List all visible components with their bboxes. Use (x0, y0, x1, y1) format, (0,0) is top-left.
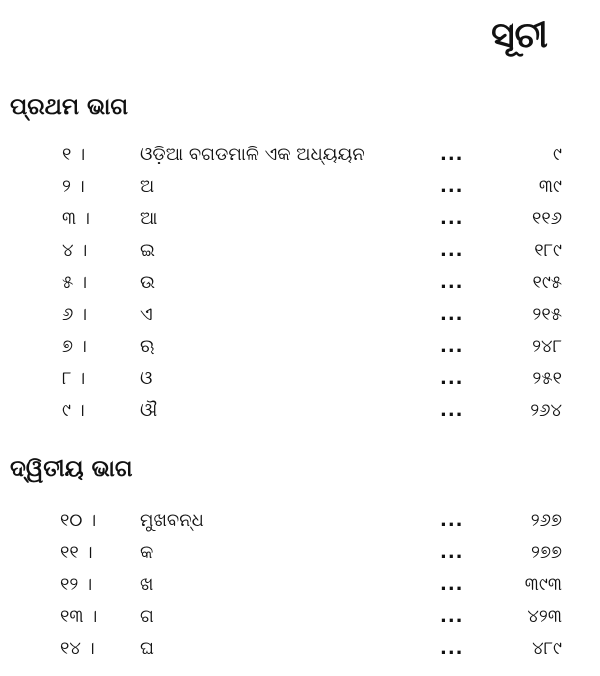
entry-title: ଏ (140, 304, 153, 325)
dot-leader: ... (440, 400, 464, 421)
toc-entry[interactable] (0, 364, 600, 396)
entry-title: ଆ (140, 208, 158, 229)
entry-title: ଘ (140, 638, 154, 659)
page-number: ୨୭୭ (531, 542, 562, 563)
dot-leader: ... (440, 304, 464, 325)
entry-title: ଓ (140, 368, 153, 389)
page-number: ୨୬୭ (530, 510, 562, 531)
dot-leader: ... (440, 176, 464, 197)
entry-title: ଖ (140, 574, 154, 595)
entry-number: ୬ । (62, 304, 88, 325)
page-number: ୨୪୮ (532, 336, 562, 357)
entry-number: ୧୨ । (60, 574, 93, 595)
toc-entry[interactable] (0, 268, 600, 300)
entry-number: ୧୧ । (60, 542, 93, 563)
dot-leader: ... (440, 510, 464, 531)
toc-entry[interactable] (0, 570, 600, 602)
page-number: ୧୮୯ (534, 240, 562, 261)
page-number: ୩୯ (538, 176, 562, 197)
page-number: ୨୧୫ (532, 304, 562, 325)
entry-number: ୧୪ । (60, 638, 95, 659)
entry-title: ଋ (140, 336, 155, 357)
dot-leader: ... (440, 272, 464, 293)
page-title: ସୂଚୀ (491, 15, 548, 56)
dot-leader: ... (440, 208, 464, 229)
toc-entry[interactable] (0, 204, 600, 236)
dot-leader: ... (440, 368, 464, 389)
toc-entry[interactable] (0, 172, 600, 204)
toc-list-part-two (0, 506, 600, 666)
entry-number: ୮ । (62, 368, 86, 389)
entry-number: ୯ । (62, 400, 85, 421)
page-number: ୩୯୩ (524, 574, 562, 595)
page-number: ୨୬୪ (530, 400, 562, 421)
entry-number: ୪ । (62, 240, 88, 261)
section-heading-part-one: ପ୍ରଥମ ଭାଗ (10, 94, 129, 120)
page-number: ୨୫୧ (532, 368, 562, 389)
entry-number: ୨ । (62, 176, 85, 197)
entry-title: ଓଡ଼ିଆ ବଗଡମାଳି ଏକ ଅଧ୍ୟୟନ (140, 144, 365, 165)
toc-entry[interactable] (0, 506, 600, 538)
toc-list-part-one (0, 140, 600, 428)
page-number: ୪୨୩ (527, 606, 562, 627)
dot-leader: ... (440, 240, 464, 261)
entry-number: ୧୦ । (60, 510, 97, 531)
entry-number: ୩ । (62, 208, 90, 229)
entry-title: ଉ (140, 272, 155, 293)
entry-title: ମୁଖବନ୍ଧ (140, 510, 204, 531)
entry-title: ଇ (140, 240, 155, 261)
entry-number: ୭ । (62, 336, 87, 357)
entry-title: ଔ (140, 400, 158, 421)
entry-number: ୧ । (62, 144, 86, 165)
entry-number: ୫ । (62, 272, 88, 293)
dot-leader: ... (440, 638, 464, 659)
page-number: ୧୧୬ (531, 208, 562, 229)
toc-entry[interactable] (0, 332, 600, 364)
section-heading-part-two: ଦ୍ୱିତୀୟ ଭାଗ (10, 456, 133, 482)
dot-leader: ... (440, 574, 464, 595)
dot-leader: ... (440, 336, 464, 357)
toc-entry[interactable] (0, 140, 600, 172)
entry-title: କ (140, 542, 154, 563)
page-number: ୪୮୯ (532, 638, 562, 659)
entry-title: ଅ (140, 176, 155, 197)
toc-entry[interactable] (0, 236, 600, 268)
page-number: ୧୯୫ (532, 272, 562, 293)
entry-number: ୧୩ । (60, 606, 98, 627)
dot-leader: ... (440, 606, 464, 627)
toc-entry[interactable] (0, 634, 600, 666)
dot-leader: ... (440, 542, 464, 563)
page-number: ୯ (553, 144, 562, 165)
toc-entry[interactable] (0, 538, 600, 570)
toc-entry[interactable] (0, 300, 600, 332)
dot-leader: ... (440, 144, 464, 165)
toc-entry[interactable] (0, 396, 600, 428)
toc-entry[interactable] (0, 602, 600, 634)
entry-title: ଗ (140, 606, 154, 627)
